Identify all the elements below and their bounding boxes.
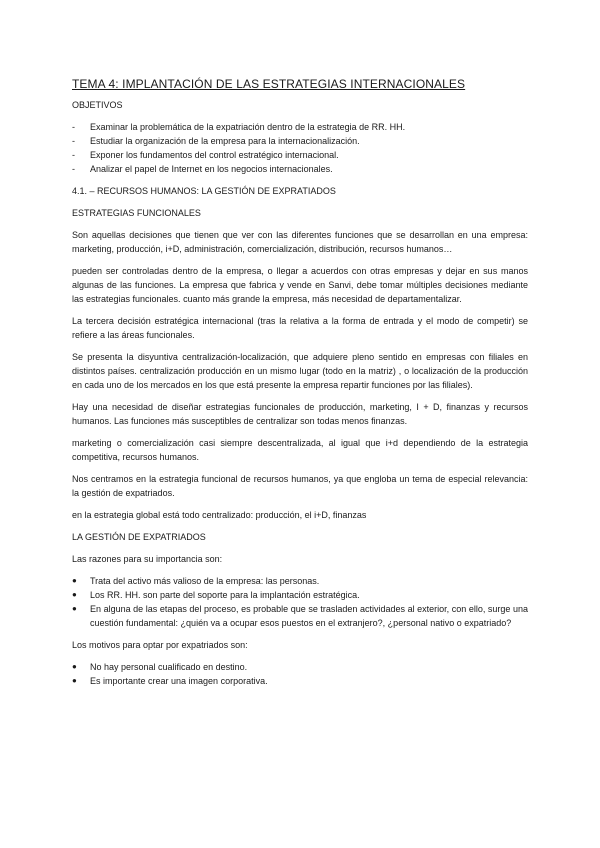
paragraph: Hay una necesidad de diseñar estrategias funcionales de producción, marketing, I + D, finanzas y recursos humanos. Las funciones más susceptibles de centralizar son todas menos finanzas. xyxy=(72,402,528,426)
razon-text: En alguna de las etapas del proceso, es probable que se trasladen actividades al exterior, con ello, surge una cuestión fundamental: ¿quién va a ocupar esos puestos en el extranjero?, ¿personal nativo o expatriado? xyxy=(90,604,528,628)
document-content xyxy=(72,76,528,696)
objetivos-list xyxy=(72,120,528,176)
objetivo-item xyxy=(72,120,528,134)
objetivo-item xyxy=(72,148,528,162)
objetivos-heading: OBJETIVOS xyxy=(72,100,123,110)
objetivo-text: Analizar el papel de Internet en los negocios internacionales. xyxy=(90,164,333,174)
dash-marker: - xyxy=(72,122,75,132)
razon-text: Trata del activo más valioso de la empresa: las personas. xyxy=(90,576,320,586)
motivos-list xyxy=(72,660,528,688)
motivo-item xyxy=(72,674,528,688)
objetivo-text: Exponer los fundamentos del control estratégico internacional. xyxy=(90,150,339,160)
bullet-marker: ● xyxy=(72,576,77,585)
motivo-item xyxy=(72,660,528,674)
razon-item xyxy=(72,574,528,588)
bullet-marker: ● xyxy=(72,604,77,613)
objetivo-item xyxy=(72,162,528,176)
paragraph: marketing o comercialización casi siempre descentralizada, al igual que i+d dependiendo de la estrategia competitiva, recursos humanos. xyxy=(72,438,528,462)
dash-marker: - xyxy=(72,164,75,174)
razon-item xyxy=(72,588,528,602)
paragraph: La tercera decisión estratégica internacional (tras la relativa a la forma de entrada y el modo de competir) se refiere a las áreas funcionales. xyxy=(72,316,528,340)
paragraph: en la estrategia global está todo centralizado: producción, el i+D, finanzas xyxy=(72,510,367,520)
motivo-text: No hay personal cualificado en destino. xyxy=(90,662,248,672)
paragraph: Se presenta la disyuntiva centralización-localización, que adquiere pleno sentido en empresas con filiales en distintos países. centralización producción en un mismo lugar (todo en la matriz) , o localización de la producción en cada uno de los mercados en los que está presente la empresa repartir funciones por las filiales). xyxy=(72,352,528,390)
dash-marker: - xyxy=(72,136,75,146)
objetivo-item xyxy=(72,134,528,148)
paragraph: Son aquellas decisiones que tienen que ver con las diferentes funciones que se desarrollan en una empresa: marketing, producción, i+D, administración, comercialización, distribución, recursos humanos… xyxy=(72,230,528,254)
razones-intro: Las razones para su importancia son: xyxy=(72,554,223,564)
subheading-expatriados: LA GESTIÓN DE EXPATRIADOS xyxy=(72,532,206,542)
paragraph: Nos centramos en la estrategia funcional de recursos humanos, ya que engloba un tema de especial relevancia: la gestión de expatriados. xyxy=(72,474,528,498)
subheading-estrategias: ESTRATEGIAS FUNCIONALES xyxy=(72,208,201,218)
objetivo-text: Estudiar la organización de la empresa para la internacionalización. xyxy=(90,136,360,146)
bullet-marker: ● xyxy=(72,676,77,685)
motivo-text: Es importante crear una imagen corporativa. xyxy=(90,676,268,686)
bullet-marker: ● xyxy=(72,662,77,671)
razones-list xyxy=(72,574,528,630)
razon-text: Los RR. HH. son parte del soporte para la implantación estratégica. xyxy=(90,590,360,600)
razon-item xyxy=(72,602,528,630)
paragraph: pueden ser controladas dentro de la empresa, o llegar a acuerdos con otras empresas y dejar en sus manos algunas de las funciones. La empresa que fabrica y vende en Sanvi, debe tomar múltiples decisiones mediante las estrategias funcionales. cuanto más grande la empresa, más necesidad de departamentalizar. xyxy=(72,266,528,304)
objetivo-text: Examinar la problemática de la expatriación dentro de la estrategia de RR. HH. xyxy=(90,122,406,132)
dash-marker: - xyxy=(72,150,75,160)
section-heading: 4.1. – RECURSOS HUMANOS: LA GESTIÓN DE EXPRATIADOS xyxy=(72,186,336,196)
document-title: TEMA 4: IMPLANTACIÓN DE LAS ESTRATEGIAS INTERNACIONALES xyxy=(72,77,466,91)
bullet-marker: ● xyxy=(72,590,77,599)
motivos-intro: Los motivos para optar por expatriados son: xyxy=(72,640,248,650)
